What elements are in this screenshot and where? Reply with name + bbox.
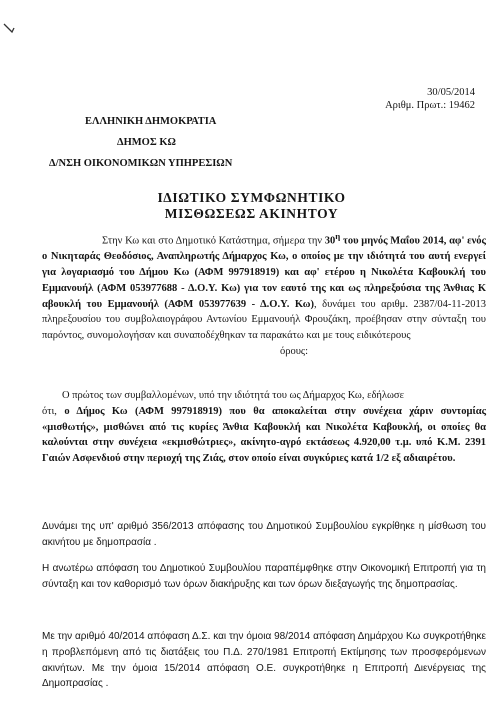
document-title-line2: ΜΙΣΘΩΣΕΩΣ ΑΚΙΝΗΤΟΥ bbox=[164, 206, 339, 221]
p2-lead: ότι, bbox=[42, 405, 65, 417]
protocol-number: Αριθμ. Πρωτ.: 19462 bbox=[385, 100, 475, 111]
p2-lease-details: ο Δήμος Κω (ΑΦΜ 997918919) που θα αποκαλείται στην συνέχεια χάριν συντομίας «μισθωτής», μισθώνει από τις κυρίες Άνθια Καβουκλή και Νικολέτα Καβουκλή, οι οποίες θα καλούνται στην συνέχεια «εκμισθώτριες», ακίνητο-αγρό εκτάσεως 4.920,00 τ.μ. υπό Κ.Μ. 2391 Γαιών Ασφενδιού στην περιοχή της Ζιάς, στον οποίο είναι συγκύριες κατά 1/2 εξ αδιαιρέτου. bbox=[42, 405, 486, 465]
header-republic: ΕΛΛΗΝΙΚΗ ΔΗΜΟΚΡΑΤΙΑ bbox=[85, 116, 217, 127]
p1-day: 30 bbox=[324, 235, 336, 247]
document-title-line1: ΙΔΙΩΤΙΚΟ ΣΥΜΦΩΝΗΤΙΚΟ bbox=[157, 190, 346, 205]
document-date: 30/05/2014 bbox=[427, 87, 475, 98]
paragraph-parties bbox=[42, 229, 486, 360]
paragraph-committee-formation: Με την αριθμό 40/2014 απόφαση Δ.Σ. και την όμοια 98/2014 απόφαση Δημάρχου Κω συγκροτήθηκε η προβλεπόμενη από τις διατάξεις του Π.Δ. 270/1981 Επιτροπή Εκτίμησης των προσφερόμενων ακινήτων. Με την όμοια 15/2014 απόφαση Ο.Ε. συγκροτήθηκε η Επιτροπή Διενέργειας της Δημοπρασίας . bbox=[42, 631, 486, 690]
paragraph-lease-terms bbox=[42, 388, 486, 467]
document-date-block bbox=[385, 86, 475, 112]
p1-last-word: όρους: bbox=[279, 346, 308, 358]
paragraph-committee-referral: Η ανωτέρω απόφαση του Δημοτικού Συμβουλίου παραπέμφθηκε στην Οικονομική Επιτροπή για τη σύνταξη και τον καθορισμό των όρων διακήρυξης και των όρων διεξαγωγής της δημοπρασίας. bbox=[42, 563, 486, 590]
paragraph-council-decision: Δυνάμει της υπ' αριθμό 356/2013 απόφασης του Δημοτικού Συμβουλίου εγκρίθηκε η μίσθωση του ακινήτου με δημοπρασία . bbox=[42, 521, 486, 548]
header-department: Δ/ΝΣΗ ΟΙΚΟΝΟΜΙΚΩΝ ΥΠΗΡΕΣΙΩΝ bbox=[49, 158, 233, 169]
p1-day-suffix: η bbox=[335, 231, 341, 241]
p1-continuation: , δυνάμει του αριθμ. 2387/04-11-2013 πληρεξουσίου του συμβολαιογράφου Αντωνίου Εμμανουήλ Φρουζάκη, προέβησαν στην σύνταξη του παρόντος, συνομολογήσαν και συναποδέχθηκαν τα παρακάτω και με τους ειδικότερους bbox=[42, 298, 486, 342]
p2-first-line: Ο πρώτος των συμβαλλομένων, υπό την ιδιότητά του ως Δήμαρχος Κω, εδήλωσε bbox=[62, 390, 404, 401]
corner-scan-mark bbox=[2, 22, 16, 36]
p1-intro: Στην Κω και στο Δημοτικό Κατάστημα, σήμερα την bbox=[102, 235, 325, 247]
header-municipality: ΔΗΜΟΣ ΚΩ bbox=[117, 137, 176, 148]
p1-parties: του μηνός Μαΐου 2014, αφ' ενός ο Νικηταράς Θεοδόσιος, Αναπληρωτής Δήμαρχος Κω, ο οποίος με την ιδιότητά του αυτή ενεργεί για λογαριασμό του Δήμου Κω (ΑΦΜ 997918919) και αφ' ετέρου η Νικολέτα Καβουκλή του Εμμανουήλ (ΑΦΜ 053977688 - Δ.Ο.Υ. Κω) για τον εαυτό της και ως πληρεξούσια της Άνθιας Κ αβουκλή του Εμμανουήλ (ΑΦΜ 053977639 - Δ.Ο.Υ. Κω) bbox=[42, 235, 486, 310]
